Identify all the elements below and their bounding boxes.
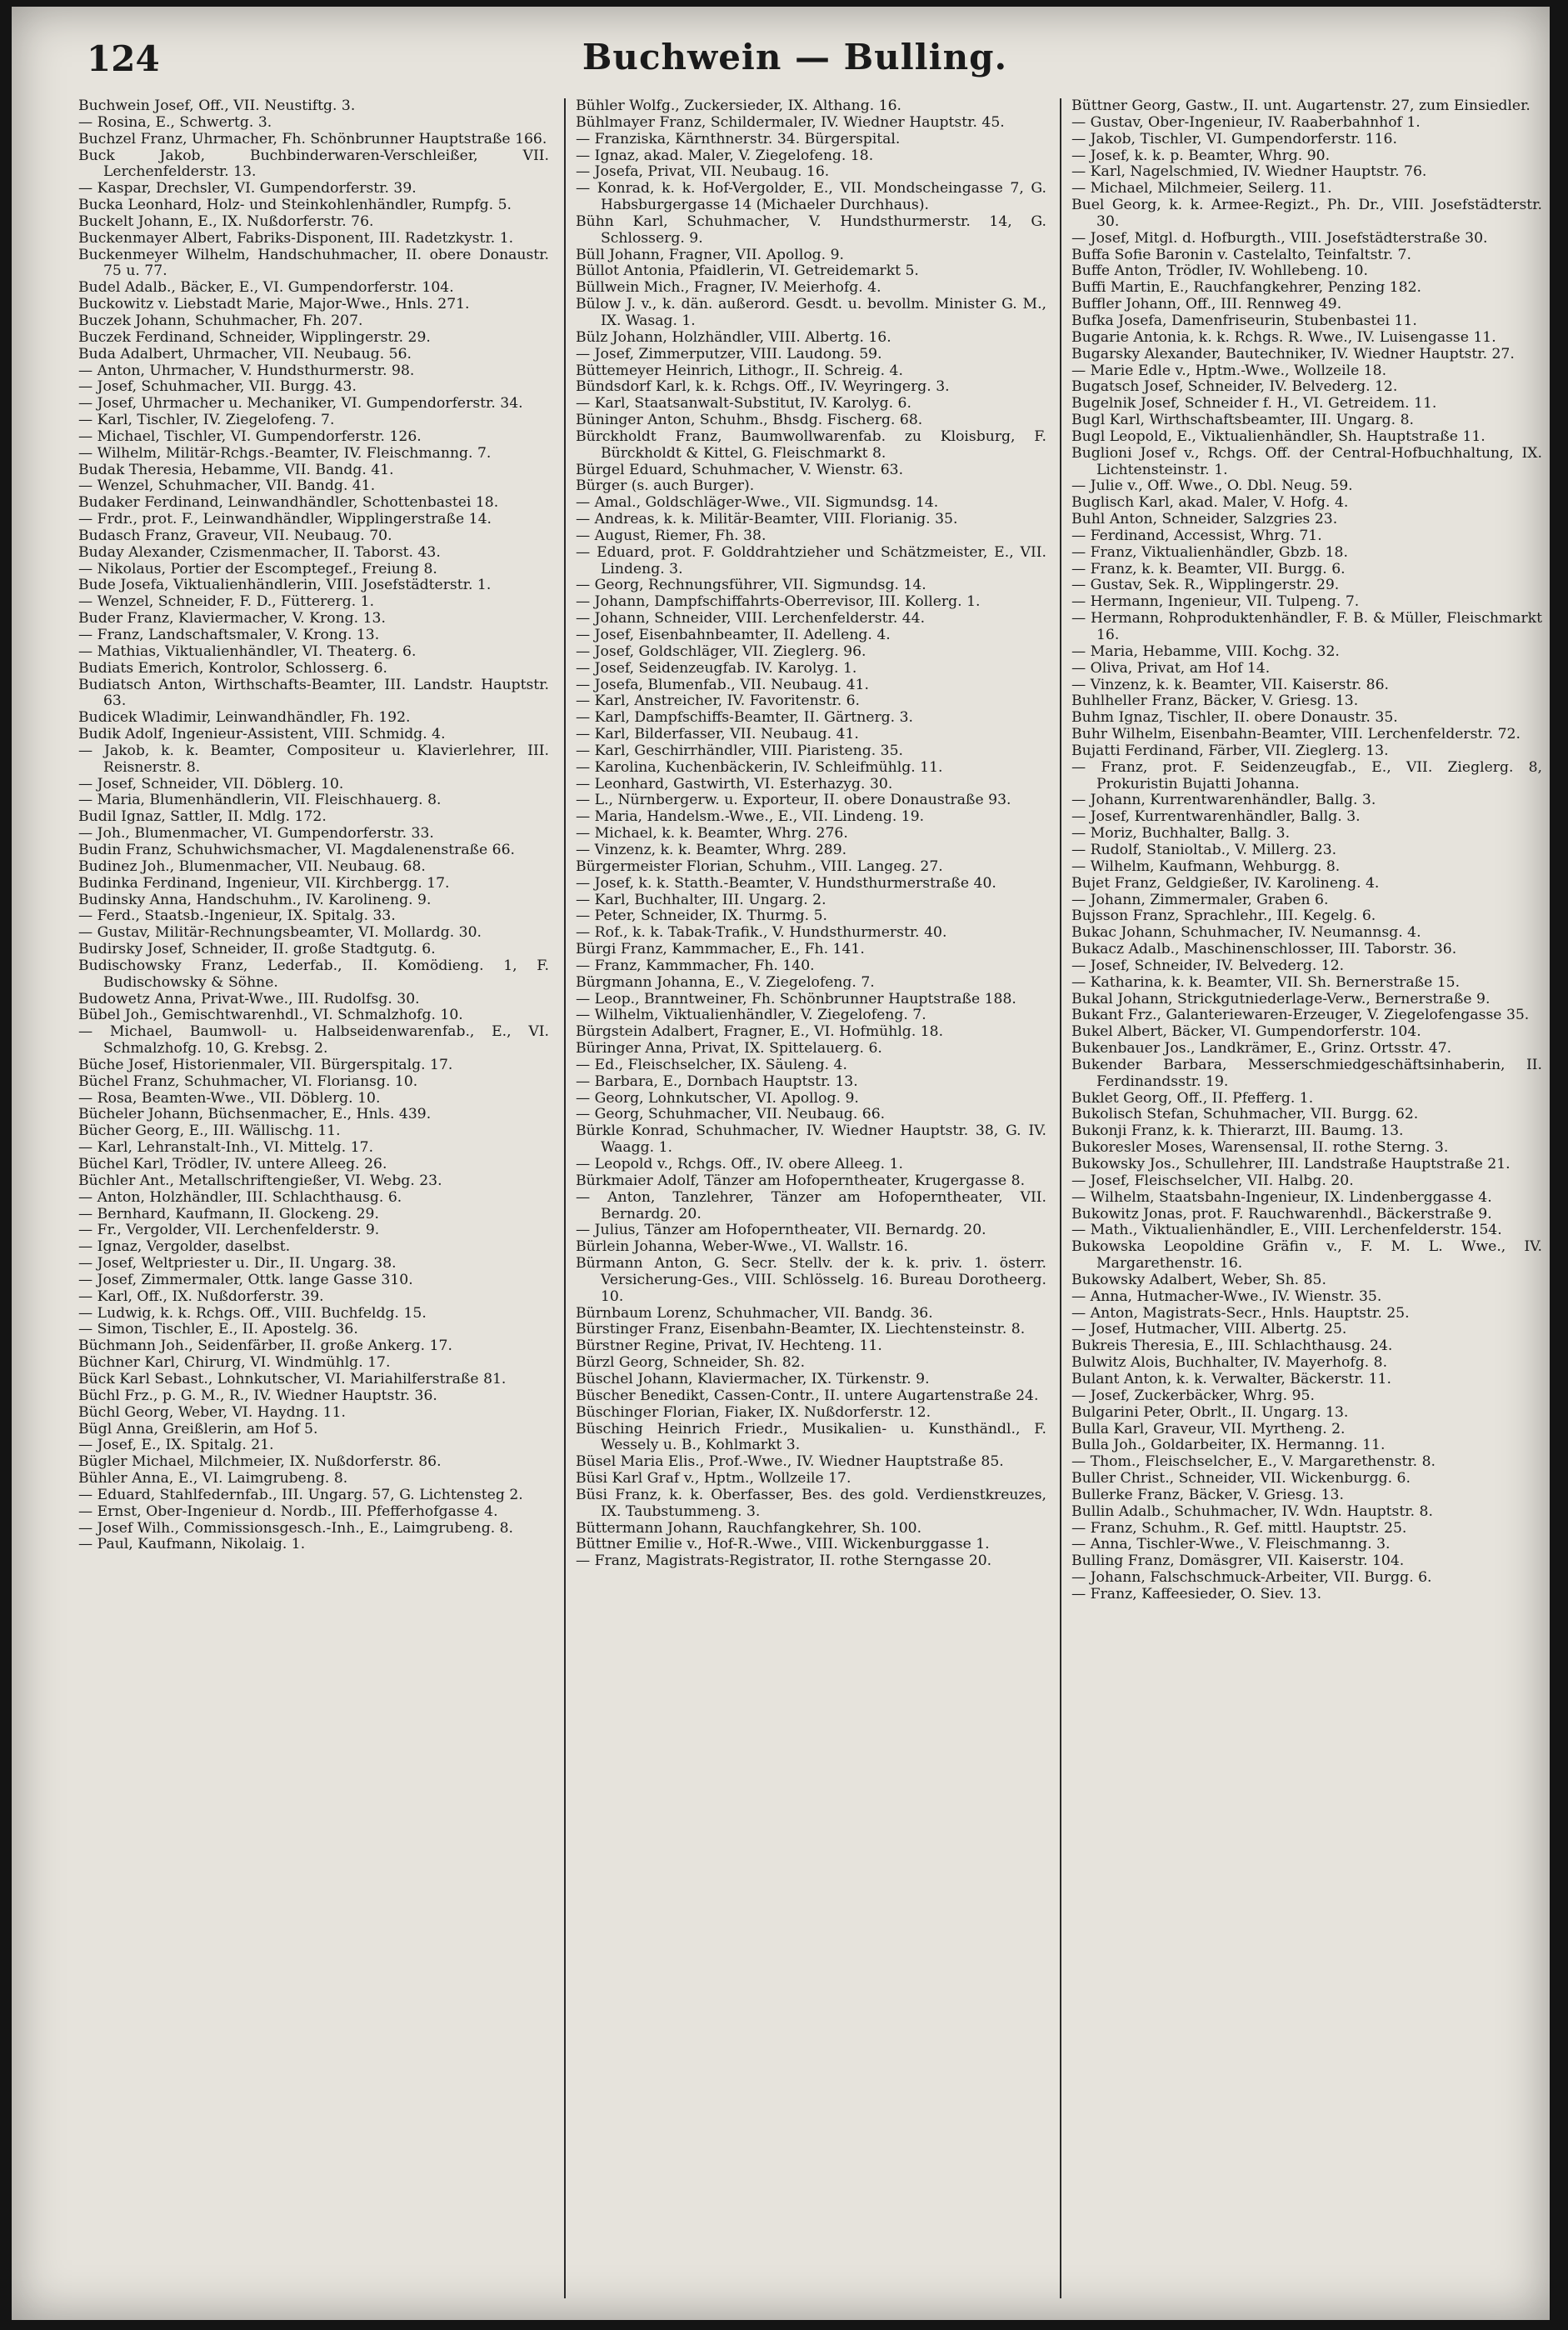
directory-entry: — Franz, Magistrats-Registrator, II. rothe Sterngasse 20. <box>576 1552 992 1570</box>
directory-entry: — Michael, Baumwoll- u. Halbseidenwarenfab., E., VI. Schmalzhofg. 10, G. Krebsg. 2. <box>78 1023 549 1058</box>
directory-entry: Buffler Johann, Off., III. Rennweg 49. <box>1071 296 1342 313</box>
directory-entry: Büchel Franz, Schuhmacher, VI. Floriansg. 10. <box>78 1072 418 1090</box>
directory-entry: Buffa Sofie Baronin v. Castelalto, Teinfaltstr. 7. <box>1071 246 1411 263</box>
directory-entry: Bullin Adalb., Schuhmacher, IV. Wdn. Hauptstr. 8. <box>1071 1502 1433 1520</box>
directory-entry: Budin Franz, Schuhwichsmacher, VI. Magdalenenstraße 66. <box>78 841 516 858</box>
directory-entry: — Ernst, Ober-Ingenieur d. Nordb., III. Pfefferhofgasse 4. <box>78 1502 498 1520</box>
directory-entry: Bülz Johann, Holzhändler, VIII. Albertg. 16. <box>576 328 891 346</box>
directory-entry: — Hermann, Rohproduktenhändler, F. B. & Müller, Fleischmarkt 16. <box>1071 610 1542 643</box>
directory-entry: — Thom., Fleischselcher, E., V. Margarethenstr. 8. <box>1071 1453 1436 1471</box>
directory-entry: — Ferdinand, Accessist, Whrg. 71. <box>1071 527 1322 544</box>
directory-entry: — Ferd., Staatsb.-Ingenieur, IX. Spitalg. 33. <box>78 908 396 925</box>
directory-entry: — Franz, Kaffeesieder, O. Siev. 13. <box>1071 1585 1322 1602</box>
directory-entry: Bürstinger Franz, Eisenbahn-Beamter, IX. Liechtensteinstr. 8. <box>576 1321 1026 1338</box>
directory-entry: — Ignaz, Vergolder, daselbst. <box>78 1238 291 1256</box>
directory-entry: Bullerke Franz, Bäcker, V. Griesg. 13. <box>1071 1486 1344 1503</box>
directory-entry: — Karolina, Kuchenbäckerin, IV. Schleifmühlg. 11. <box>576 758 943 776</box>
directory-entry: Bulling Franz, Domäsgrer, VII. Kaiserstr. 104. <box>1071 1552 1405 1570</box>
directory-entry: Buczek Ferdinand, Schneider, Wipplingerstr. 29. <box>78 328 431 346</box>
directory-entry: — Michael, Tischler, VI. Gumpendorferstr. 126. <box>78 428 422 445</box>
directory-entry: — Moriz, Buchhalter, Ballg. 3. <box>1071 825 1291 842</box>
directory-entry: — Franz, prot. F. Seidenzeugfab., E., VII. Zieglerg. 8, Prokuristin Bujatti Johanna. <box>1071 758 1542 792</box>
directory-entry: Büninger Anton, Schuhm., Bhsdg. Fischerg. 68. <box>576 412 923 429</box>
directory-entry: — Josef, E., IX. Spitalg. 21. <box>78 1437 274 1454</box>
directory-entry: Bujatti Ferdinand, Färber, VII. Zieglerg. 13. <box>1071 742 1389 759</box>
directory-entry: Buffe Anton, Trödler, IV. Wohllebeng. 10. <box>1071 262 1368 280</box>
directory-entry: — Vinzenz, k. k. Beamter, VII. Kaiserstr. 86. <box>1071 676 1389 693</box>
directory-entry: — Josef, Mitgl. d. Hofburgth., VIII. Josefstädterstraße 30. <box>1071 229 1488 247</box>
directory-entry: — Rudolf, Stanioltab., V. Millerg. 23. <box>1071 841 1337 858</box>
directory-entry: Büllot Antonia, Pfaidlerin, VI. Getreidemarkt 5. <box>576 262 919 280</box>
directory-entry: Buczek Johann, Schuhmacher, Fh. 207. <box>78 312 363 329</box>
page-number: 124 <box>87 38 160 79</box>
directory-entry: — Georg, Rechnungsführer, VII. Sigmundsg. 14. <box>576 577 926 594</box>
directory-entry: Bülow J. v., k. dän. außerord. Gesdt. u. bevollm. Minister G. M., IX. Wasag. 1. <box>576 296 1046 329</box>
directory-entry: Bukowska Leopoldine Gräfin v., F. M. L. Wwe., IV. Margarethenstr. 16. <box>1071 1238 1542 1272</box>
directory-entry: Büsi Karl Graf v., Hptm., Wollzeile 17. <box>576 1470 851 1488</box>
directory-entry: — Eduard, prot. F. Golddrahtzieher und Schätzmeister, E., VII. Lindeng. 3. <box>576 543 1046 578</box>
directory-entry: Bukel Albert, Bäcker, VI. Gumpendorferstr. 104. <box>1071 1023 1421 1041</box>
directory-entry: Bügler Michael, Milchmeier, IX. Nußdorferstr. 86. <box>78 1453 442 1471</box>
directory-entry: Budiats Emerich, Kontrolor, Schlosserg. 6. <box>78 659 388 677</box>
directory-entry: Buda Adalbert, Uhrmacher, VII. Neubaug. 56. <box>78 345 412 362</box>
directory-entry: — Michael, k. k. Beamter, Whrg. 276. <box>576 825 848 842</box>
directory-entry: — Anton, Uhrmacher, V. Hundsthurmerstr. 98. <box>78 362 415 379</box>
directory-entry: Buckenmeyer Wilhelm, Handschuhmacher, II. obere Donaustr. 75 u. 77. <box>78 246 549 280</box>
directory-entry: — Maria, Blumenhändlerin, VII. Fleischhauerg. 8. <box>78 792 442 809</box>
directory-entry: Büchner Karl, Chirurg, VI. Windmühlg. 17. <box>78 1354 391 1372</box>
directory-entry: Bürgmann Johanna, E., V. Ziegelofeng. 7. <box>576 973 875 991</box>
directory-entry: Bukender Barbara, Messerschmiedgeschäftsinhaberin, II. Ferdinandsstr. 19. <box>1071 1056 1542 1090</box>
directory-entry: — Ed., Fleischselcher, IX. Säuleng. 4. <box>576 1056 847 1073</box>
directory-entry: Büchler Ant., Metallschriftengießer, VI. Webg. 23. <box>78 1172 442 1189</box>
directory-entry: — Math., Viktualienhändler, E., VIII. Lerchenfelderstr. 154. <box>1071 1222 1502 1239</box>
column-2 <box>576 98 1046 2298</box>
directory-entry: Bukonji Franz, k. k. Thierarzt, III. Baumg. 13. <box>1071 1122 1404 1140</box>
directory-entry: — Karl, Staatsanwalt-Substitut, IV. Karolyg. 6. <box>576 395 911 412</box>
directory-entry: Büscher Benedikt, Cassen-Contr., II. untere Augartenstraße 24. <box>576 1387 1039 1404</box>
directory-entry: Buel Georg, k. k. Armee-Regizt., Ph. Dr., VIII. Josefstädterstr. 30. <box>1071 197 1542 230</box>
directory-entry: — Franz, Kammmacher, Fh. 140. <box>576 957 815 974</box>
directory-entry: Buder Franz, Klaviermacher, V. Krong. 13. <box>78 610 386 628</box>
directory-entry: — Jakob, k. k. Beamter, Compositeur u. Klavierlehrer, III. Reisnerstr. 8. <box>78 742 549 776</box>
directory-entry: Buckelt Johann, E., IX. Nußdorferstr. 76. <box>78 212 374 230</box>
directory-entry: — Josefa, Privat, VII. Neubaug. 16. <box>576 163 830 181</box>
directory-entry: — Eduard, Stahlfedernfab., III. Ungarg. 57, G. Lichtensteg 2. <box>78 1486 523 1503</box>
directory-entry: Bugarie Antonia, k. k. Rchgs. R. Wwe., IV. Luisengasse 11. <box>1071 328 1496 346</box>
directory-entry: — Josef, Zuckerbäcker, Whrg. 95. <box>1071 1387 1315 1404</box>
directory-entry: — Karl, Dampfschiffs-Beamter, II. Gärtnerg. 3. <box>576 709 913 727</box>
directory-entry: Bukowitz Jonas, prot. F. Rauchwarenhdl., Bäckerstraße 9. <box>1071 1205 1492 1222</box>
directory-entry: Büsi Franz, k. k. Oberfasser, Bes. des gold. Verdienstkreuzes, IX. Taubstummeng. 3. <box>576 1486 1046 1520</box>
running-title: Buchwein — Bulling. <box>582 37 1008 78</box>
directory-entry: — Karl, Anstreicher, IV. Favoritenstr. 6. <box>576 692 861 710</box>
directory-entry: Bude Josefa, Viktualienhändlerin, VIII. Josefstädterstr. 1. <box>78 577 492 594</box>
directory-entry: — Karl, Buchhalter, III. Ungarg. 2. <box>576 891 826 908</box>
directory-entry: Büttner Georg, Gastw., II. unt. Augartenstr. 27, zum Einsiedler. <box>1071 98 1531 114</box>
directory-entry: Bulgarini Peter, Obrlt., II. Ungarg. 13. <box>1071 1403 1349 1421</box>
directory-entry: Bulla Joh., Goldarbeiter, IX. Hermanng. 11. <box>1071 1437 1386 1454</box>
directory-entry: Bugatsch Josef, Schneider, IV. Belvederg. 12. <box>1071 378 1398 396</box>
directory-entry: Bujsson Franz, Sprachlehr., III. Kegelg. 6. <box>1071 908 1376 925</box>
directory-entry: — Gustav, Militär-Rechnungsbeamter, VI. Mollardg. 30. <box>78 924 482 942</box>
directory-entry: — Josef, Eisenbahnbeamter, II. Adelleng. 4. <box>576 627 891 643</box>
directory-entry: Bürzl Georg, Schneider, Sh. 82. <box>576 1354 806 1372</box>
directory-entry: Büll Johann, Fragner, VII. Apollog. 9. <box>576 246 845 263</box>
directory-entry: — Anna, Hutmacher-Wwe., IV. Wienstr. 35. <box>1071 1288 1382 1305</box>
directory-entry: Budinka Ferdinand, Ingenieur, VII. Kirchbergg. 17. <box>78 874 450 892</box>
directory-entry: — Josefa, Blumenfab., VII. Neubaug. 41. <box>576 676 869 693</box>
directory-entry: Budik Adolf, Ingenieur-Assistent, VIII. Schmidg. 4. <box>78 726 446 743</box>
directory-entry: — Katharina, k. k. Beamter, VII. Sh. Bernerstraße 15. <box>1071 973 1461 991</box>
column-divider <box>1060 98 1061 2298</box>
directory-entry: Buck Jakob, Buchbinderwaren-Verschleißer, VII. Lerchenfelderstr. 13. <box>78 147 549 181</box>
directory-entry: — Nikolaus, Portier der Escomptegef., Freiung 8. <box>78 560 437 578</box>
directory-entry: — Johann, Zimmermaler, Graben 6. <box>1071 891 1329 908</box>
directory-entry: Büringer Anna, Privat, IX. Spittelauerg. 6. <box>576 1040 882 1058</box>
directory-entry: — Wilhelm, Kaufmann, Wehburgg. 8. <box>1071 858 1341 875</box>
directory-entry: Bück Karl Sebast., Lohnkutscher, VI. Mariahilferstraße 81. <box>78 1370 507 1388</box>
directory-entry: Budak Theresia, Hebamme, VII. Bandg. 41. <box>78 461 394 478</box>
directory-entry: Bürger (s. auch Burger). <box>576 478 755 495</box>
directory-entry: Büchl Georg, Weber, VI. Haydng. 11. <box>78 1403 347 1421</box>
directory-entry: — L., Nürnbergerw. u. Exporteur, II. obere Donaustraße 93. <box>576 792 1011 809</box>
directory-entry: — Rosa, Beamten-Wwe., VII. Döblerg. 10. <box>78 1089 381 1107</box>
directory-entry: Bühler Anna, E., VI. Laimgrubeng. 8. <box>78 1470 348 1488</box>
column-divider <box>564 98 566 2298</box>
directory-entry: Bürgstein Adalbert, Fragner, E., VI. Hofmühlg. 18. <box>576 1023 944 1041</box>
directory-entry: Bürlein Johanna, Weber-Wwe., VI. Wallstr. 16. <box>576 1238 908 1256</box>
directory-entry: Bürgermeister Florian, Schuhm., VIII. Langeg. 27. <box>576 858 943 875</box>
directory-entry: — Michael, Milchmeier, Seilerg. 11. <box>1071 180 1332 198</box>
directory-entry: Bürkle Konrad, Schuhmacher, IV. Wiedner Hauptstr. 38, G. IV. Waagg. 1. <box>576 1122 1046 1157</box>
directory-entry: — Josef, Uhrmacher u. Mechaniker, VI. Gumpendorferstr. 34. <box>78 395 523 412</box>
directory-entry: — Marie Edle v., Hptm.-Wwe., Wollzeile 18. <box>1071 362 1387 379</box>
directory-entry: Budirsky Josef, Schneider, II. große Stadtgutg. 6. <box>78 941 436 958</box>
directory-entry: — Josef, Hutmacher, VIII. Albertg. 25. <box>1071 1321 1347 1338</box>
directory-entry: Büschel Johann, Klaviermacher, IX. Türkenstr. 9. <box>576 1370 930 1388</box>
directory-entry: — Anton, Tanzlehrer, Tänzer am Hofoperntheater, VII. Bernardg. 20. <box>576 1188 1046 1222</box>
directory-entry: — Johann, Schneider, VIII. Lerchenfelderstr. 44. <box>576 610 926 628</box>
directory-entry: Bulant Anton, k. k. Verwalter, Bäckerstr. 11. <box>1071 1370 1391 1388</box>
directory-entry: — Karl, Bilderfasser, VII. Neubaug. 41. <box>576 726 859 743</box>
directory-entry: — Franz, k. k. Beamter, VII. Burgg. 6. <box>1071 560 1346 578</box>
directory-entry: — Karl, Nagelschmied, IV. Wiedner Hauptstr. 76. <box>1071 163 1427 181</box>
directory-entry: Buller Christ., Schneider, VII. Wickenburgg. 6. <box>1071 1470 1411 1488</box>
directory-entry: — Karl, Off., IX. Nußdorferstr. 39. <box>78 1288 324 1305</box>
directory-entry: — Johann, Dampfschiffahrts-Oberrevisor, III. Kollerg. 1. <box>576 593 981 611</box>
directory-entry: Budil Ignaz, Sattler, II. Mdlg. 172. <box>78 808 327 826</box>
directory-entry: — Josef, Weltpriester u. Dir., II. Ungarg. 38. <box>78 1255 397 1272</box>
directory-entry: — Josef, Zimmermaler, Ottk. lange Gasse 310. <box>78 1271 413 1288</box>
directory-entry: Budicek Wladimir, Leinwandhändler, Fh. 192. <box>78 709 411 727</box>
directory-entry: Bugarsky Alexander, Bautechniker, IV. Wiedner Hauptstr. 27. <box>1071 345 1515 362</box>
directory-entry: Bukacz Adalb., Maschinenschlosser, III. Taborstr. 36. <box>1071 941 1457 958</box>
directory-entry: — Georg, Lohnkutscher, VI. Apollog. 9. <box>576 1089 859 1107</box>
directory-entry: Bücheler Johann, Büchsenmacher, E., Hnls. 439. <box>78 1106 432 1123</box>
directory-entry: — Maria, Hebamme, VIII. Kochg. 32. <box>1071 642 1340 660</box>
directory-entry: — Oliva, Privat, am Hof 14. <box>1071 659 1271 677</box>
directory-entry: Bühlmayer Franz, Schildermaler, IV. Wiedner Hauptstr. 45. <box>576 113 1005 131</box>
directory-entry: — Franz, Viktualienhändler, Gbzb. 18. <box>1071 543 1348 561</box>
directory-entry: — Wenzel, Schuhmacher, VII. Bandg. 41. <box>78 478 376 495</box>
directory-entry: Büchl Frz., p. G. M., R., IV. Wiedner Hauptstr. 36. <box>78 1387 437 1404</box>
directory-entry: — Anton, Magistrats-Secr., Hnls. Hauptstr. 25. <box>1071 1304 1410 1322</box>
directory-entry: Buhm Ignaz, Tischler, II. obere Donaustr. 35. <box>1071 709 1398 727</box>
directory-entry: — Julie v., Off. Wwe., O. Dbl. Neug. 59. <box>1071 478 1353 495</box>
directory-columns <box>78 98 1542 2298</box>
directory-entry: Budel Adalb., Bäcker, E., VI. Gumpendorferstr. 104. <box>78 279 454 297</box>
directory-entry: Bukoresler Moses, Warensensal, II. rothe Sterng. 3. <box>1071 1139 1449 1157</box>
directory-entry: — Leonhard, Gastwirth, VI. Esterhazyg. 30. <box>576 775 893 792</box>
directory-entry: Buhr Wilhelm, Eisenbahn-Beamter, VIII. Lerchenfelderstr. 72. <box>1071 726 1521 743</box>
directory-entry: Büsel Maria Elis., Prof.-Wwe., IV. Wiedner Hauptstraße 85. <box>576 1453 1004 1471</box>
directory-entry: — Josef, Fleischselcher, VII. Halbg. 20. <box>1071 1172 1354 1189</box>
directory-entry: Bürckholdt Franz, Baumwollwarenfab. zu Kloisburg, F. Bürckholdt & Kittel, G. Fleischmarkt 8. <box>576 428 1046 462</box>
directory-entry: — Gustav, Ober-Ingenieur, IV. Raaberbahnhof 1. <box>1071 113 1421 131</box>
directory-entry: — Josef, k. k. p. Beamter, Whrg. 90. <box>1071 147 1331 164</box>
directory-entry: Bukowsky Adalbert, Weber, Sh. 85. <box>1071 1271 1326 1288</box>
directory-entry: — Vinzenz, k. k. Beamter, Whrg. 289. <box>576 841 847 858</box>
directory-entry: — Josef, Zimmerputzer, VIII. Laudong. 59. <box>576 345 882 362</box>
directory-entry: — Wilhelm, Viktualienhändler, V. Ziegelofeng. 7. <box>576 1007 926 1024</box>
directory-entry: Bukenbauer Jos., Landkrämer, E., Grinz. Ortsstr. 47. <box>1071 1040 1452 1058</box>
directory-entry: — Franz, Landschaftsmaler, V. Krong. 13. <box>78 627 380 643</box>
directory-entry: — Anna, Tischler-Wwe., V. Fleischmanng. 3. <box>1071 1536 1391 1553</box>
directory-entry: Budischowsky Franz, Lederfab., II. Komödieng. 1, F. Budischowsky & Söhne. <box>78 957 549 991</box>
directory-entry: Buchzel Franz, Uhrmacher, Fh. Schönbrunner Hauptstraße 166. <box>78 130 547 148</box>
directory-entry: Bukowsky Jos., Schullehrer, III. Landstraße Hauptstraße 21. <box>1071 1156 1511 1172</box>
directory-entry: Bukal Johann, Strickgutniederlage-Verw., Bernerstraße 9. <box>1071 990 1491 1008</box>
directory-entry: — Franz, Schuhm., R. Gef. mittl. Hauptstr. 25. <box>1071 1519 1407 1537</box>
directory-entry: Bürnbaum Lorenz, Schuhmacher, VII. Bandg. 36. <box>576 1304 933 1322</box>
directory-entry: — Amal., Goldschläger-Wwe., VII. Sigmundsg. 14. <box>576 494 939 512</box>
directory-entry: Buglisch Karl, akad. Maler, V. Hofg. 4. <box>1071 494 1349 512</box>
directory-entry: — Hermann, Ingenieur, VII. Tulpeng. 7. <box>1071 593 1360 611</box>
directory-entry: — Josef, Schuhmacher, VII. Burgg. 43. <box>78 378 357 396</box>
directory-entry: Büschinger Florian, Fiaker, IX. Nußdorferstr. 12. <box>576 1403 931 1421</box>
directory-entry: Bücher Georg, E., III. Wällischg. 11. <box>78 1122 341 1140</box>
directory-entry: — Fr., Vergolder, VII. Lerchenfelderstr. 9. <box>78 1222 380 1239</box>
directory-entry: Bujet Franz, Geldgießer, IV. Karolineng. 4. <box>1071 874 1380 892</box>
directory-entry: Bürmann Anton, G. Secr. Stellv. der k. k. priv. 1. österr. Versicherung-Ges., VIII. Schlösselg. 16. Bureau Dorotheerg. 10. <box>576 1255 1046 1305</box>
directory-entry: Büttner Emilie v., Hof-R.-Wwe., VIII. Wickenburggasse 1. <box>576 1536 990 1553</box>
directory-entry: — Josef, Schneider, IV. Belvederg. 12. <box>1071 957 1345 974</box>
directory-entry: Bugelnik Josef, Schneider f. H., VI. Getreidem. 11. <box>1071 395 1437 412</box>
directory-entry: — Karl, Tischler, IV. Ziegelofeng. 7. <box>78 412 335 429</box>
directory-entry: Buckowitz v. Liebstadt Marie, Major-Wwe., Hnls. 271. <box>78 296 470 313</box>
directory-entry: — Josef, Schneider, VII. Döblerg. 10. <box>78 775 344 792</box>
directory-entry: Bulla Karl, Graveur, VII. Myrtheng. 2. <box>1071 1420 1346 1438</box>
directory-entry: Büsching Heinrich Friedr., Musikalien- u. Kunsthändl., F. Wessely u. B., Kohlmarkt 3. <box>576 1420 1046 1454</box>
directory-entry: Bügl Anna, Greißlerin, am Hof 5. <box>78 1420 318 1438</box>
directory-entry: — Rof., k. k. Tabak-Trafik., V. Hundsthurmerstr. 40. <box>576 924 947 942</box>
directory-entry: — Peter, Schneider, IX. Thurmg. 5. <box>576 908 827 925</box>
directory-entry: Bühler Wolfg., Zuckersieder, IX. Althang. 16. <box>576 98 901 114</box>
directory-entry: — Gustav, Sek. R., Wipplingerstr. 29. <box>1071 577 1340 594</box>
directory-entry: — Wilhelm, Militär-Rchgs.-Beamter, IV. Fleischmanng. 7. <box>78 444 492 462</box>
directory-entry: Bukolisch Stefan, Schuhmacher, VII. Burgg. 62. <box>1071 1106 1419 1123</box>
directory-entry: — Josef, Goldschläger, VII. Zieglerg. 96. <box>576 642 866 660</box>
directory-entry: — August, Riemer, Fh. 38. <box>576 527 767 544</box>
directory-entry: Bündsdorf Karl, k. k. Rchgs. Off., IV. Weyringerg. 3. <box>576 378 950 396</box>
directory-entry: Buglioni Josef v., Rchgs. Off. der Central-Hofbuchhaltung, IX. Lichtensteinstr. 1. <box>1071 444 1542 478</box>
directory-entry: Bufka Josefa, Damenfriseurin, Stubenbastei 11. <box>1071 312 1417 329</box>
directory-entry: Büchmann Joh., Seidenfärber, II. große Ankerg. 17. <box>78 1338 452 1355</box>
directory-entry: Buday Alexander, Czismenmacher, II. Taborst. 43. <box>78 543 441 561</box>
directory-entry: — Simon, Tischler, E., II. Apostelg. 36. <box>78 1321 358 1338</box>
directory-entry: — Anton, Holzhändler, III. Schlachthausg. 6. <box>78 1188 402 1206</box>
directory-entry: — Franziska, Kärnthnerstr. 34. Bürgerspital. <box>576 130 901 148</box>
directory-entry: Bukac Johann, Schuhmacher, IV. Neumannsg. 4. <box>1071 924 1421 942</box>
directory-entry: Bürstner Regine, Privat, IV. Hechteng. 11. <box>576 1338 882 1355</box>
directory-entry: Bucka Leonhard, Holz- und Steinkohlenhändler, Rumpfg. 5. <box>78 197 512 214</box>
directory-entry: Bukant Frz., Galanteriewaren-Erzeuger, V. Ziegelofengasse 35. <box>1071 1007 1530 1024</box>
directory-entry: — Konrad, k. k. Hof-Vergolder, E., VII. Mondscheingasse 7, G. Habsburgergasse 14 (Michaeler Durchhaus). <box>576 180 1046 214</box>
directory-entry: Bugl Karl, Wirthschaftsbeamter, III. Ungarg. 8. <box>1071 412 1414 429</box>
directory-entry: — Josef, Seidenzeugfab. IV. Karolyg. 1. <box>576 659 857 677</box>
directory-entry: Bürgi Franz, Kammmacher, E., Fh. 141. <box>576 941 865 958</box>
directory-entry: Bürkmaier Adolf, Tänzer am Hofoperntheater, Krugergasse 8. <box>576 1172 1026 1189</box>
directory-entry: Büllwein Mich., Fragner, IV. Meierhofg. 4. <box>576 279 881 297</box>
directory-entry: Budinez Joh., Blumenmacher, VII. Neubaug. 68. <box>78 858 426 875</box>
directory-entry: — Andreas, k. k. Militär-Beamter, VIII. Florianig. 35. <box>576 511 958 528</box>
directory-entry: Bürgel Eduard, Schuhmacher, V. Wienstr. 63. <box>576 461 904 478</box>
directory-entry: Bugl Leopold, E., Viktualienhändler, Sh. Hauptstraße 11. <box>1071 428 1486 445</box>
directory-entry: Bukreis Theresia, E., III. Schlachthausg. 24. <box>1071 1338 1393 1355</box>
directory-entry: — Wilhelm, Staatsbahn-Ingenieur, IX. Lindenberggasse 4. <box>1071 1188 1492 1206</box>
directory-entry: — Karl, Geschirrhändler, VIII. Piaristeng. 35. <box>576 742 903 759</box>
directory-entry: — Josef, k. k. Statth.-Beamter, V. Hundsthurmerstraße 40. <box>576 874 996 892</box>
directory-entry: — Ignaz, akad. Maler, V. Ziegelofeng. 18. <box>576 147 874 164</box>
directory-entry: — Georg, Schuhmacher, VII. Neubaug. 66. <box>576 1106 886 1123</box>
directory-entry: — Josef, Kurrentwarenhändler, Ballg. 3. <box>1071 808 1361 826</box>
directory-entry: — Maria, Handelsm.-Wwe., E., VII. Lindeng. 19. <box>576 808 925 826</box>
directory-entry: Büttemeyer Heinrich, Lithogr., II. Schreig. 4. <box>576 362 903 379</box>
directory-entry: — Leopold v., Rchgs. Off., IV. obere Alleeg. 1. <box>576 1156 903 1172</box>
directory-entry: Bühn Karl, Schuhmacher, V. Hundsthurmerstr. 14, G. Schlosserg. 9. <box>576 212 1046 247</box>
directory-entry: — Kaspar, Drechsler, VI. Gumpendorferstr. 39. <box>78 180 417 198</box>
directory-entry: — Paul, Kaufmann, Nikolaig. 1. <box>78 1536 306 1553</box>
directory-entry: Buklet Georg, Off., II. Pfefferg. 1. <box>1071 1089 1314 1107</box>
directory-entry: Buhlheller Franz, Bäcker, V. Griesg. 13. <box>1071 692 1359 710</box>
directory-entry: Buckenmayer Albert, Fabriks-Disponent, III. Radetzkystr. 1. <box>78 229 514 247</box>
directory-entry: Büchel Karl, Trödler, IV. untere Alleeg. 26. <box>78 1156 387 1172</box>
directory-entry: Bulwitz Alois, Buchhalter, IV. Mayerhofg. 8. <box>1071 1354 1388 1372</box>
directory-entry: Budowetz Anna, Privat-Wwe., III. Rudolfsg. 30. <box>78 990 420 1008</box>
directory-entry: — Mathias, Viktualienhändler, VI. Theaterg. 6. <box>78 642 417 660</box>
directory-entry: — Frdr., prot. F., Leinwandhändler, Wipplingerstraße 14. <box>78 511 492 528</box>
directory-entry: — Ludwig, k. k. Rchgs. Off., VIII. Buchfeldg. 15. <box>78 1304 427 1322</box>
directory-entry: — Jakob, Tischler, VI. Gumpendorferstr. 116. <box>1071 130 1397 148</box>
column-3 <box>1071 98 1542 2298</box>
directory-entry: — Johann, Falschschmuck-Arbeiter, VII. Burgg. 6. <box>1071 1569 1432 1587</box>
directory-entry: — Karl, Lehranstalt-Inh., VI. Mittelg. 17. <box>78 1139 374 1157</box>
directory-entry: — Leop., Branntweiner, Fh. Schönbrunner Hauptstraße 188. <box>576 990 1016 1008</box>
page-header <box>70 32 1520 82</box>
directory-entry: Budiatsch Anton, Wirthschafts-Beamter, III. Landstr. Hauptstr. 63. <box>78 676 549 710</box>
directory-entry: — Josef Wilh., Commissionsgesch.-Inh., E., Laimgrubeng. 8. <box>78 1519 514 1537</box>
column-1 <box>78 98 549 2298</box>
directory-entry: Budasch Franz, Graveur, VII. Neubaug. 70. <box>78 527 392 544</box>
directory-entry: Budaker Ferdinand, Leinwandhändler, Schottenbastei 18. <box>78 494 499 512</box>
directory-entry: — Julius, Tänzer am Hofoperntheater, VII. Bernardg. 20. <box>576 1222 986 1239</box>
directory-entry: Buffi Martin, E., Rauchfangkehrer, Penzing 182. <box>1071 279 1421 297</box>
directory-entry: Buchwein Josef, Off., VII. Neustiftg. 3. <box>78 98 356 114</box>
directory-entry: Bübel Joh., Gemischtwarenhdl., VI. Schmalzhofg. 10. <box>78 1007 463 1024</box>
directory-page <box>12 7 1550 2320</box>
directory-entry: Budinsky Anna, Handschuhm., IV. Karolineng. 9. <box>78 891 432 908</box>
directory-entry: — Johann, Kurrentwarenhändler, Ballg. 3. <box>1071 792 1376 809</box>
directory-entry: Büttermann Johann, Rauchfangkehrer, Sh. 100. <box>576 1519 922 1537</box>
directory-entry: — Barbara, E., Dornbach Hauptstr. 13. <box>576 1072 858 1090</box>
directory-entry: — Bernhard, Kaufmann, II. Glockeng. 29. <box>78 1205 379 1222</box>
directory-entry: Büche Josef, Historienmaler, VII. Bürgerspitalg. 17. <box>78 1056 453 1073</box>
directory-entry: — Rosina, E., Schwertg. 3. <box>78 113 272 131</box>
directory-entry: Buhl Anton, Schneider, Salzgries 23. <box>1071 511 1338 528</box>
directory-entry: — Wenzel, Schneider, F. D., Füttererg. 1. <box>78 593 375 611</box>
directory-entry: — Joh., Blumenmacher, VI. Gumpendorferstr. 33. <box>78 825 434 842</box>
